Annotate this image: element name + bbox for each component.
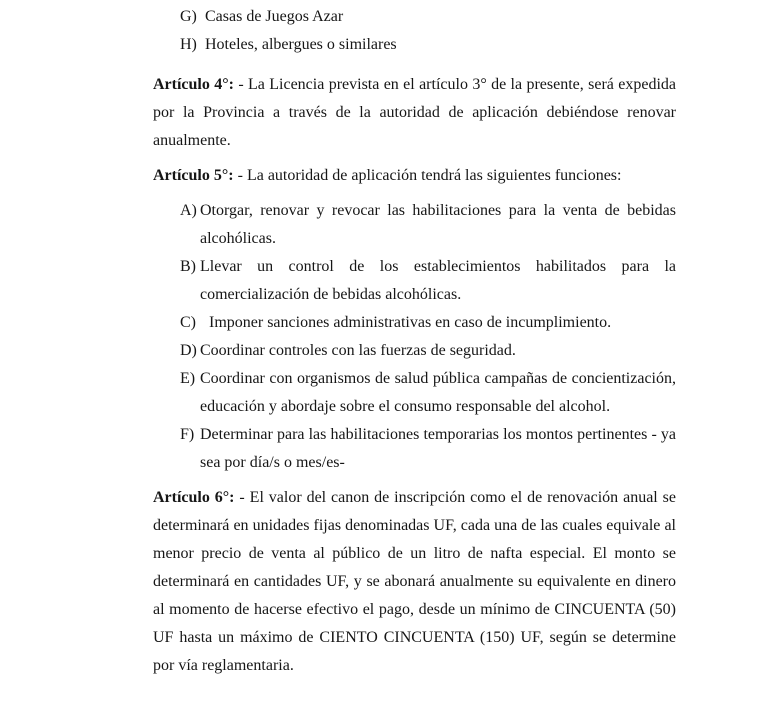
list-marker: C) xyxy=(180,314,196,331)
list-item-a xyxy=(153,197,676,253)
article-5-paragraph xyxy=(153,162,676,190)
list-item-c xyxy=(153,309,676,337)
list-item-text: Determinar para las habilitaciones temporarias los montos pertinentes - ya sea por día/s o mes/es- xyxy=(200,426,676,471)
article-4-label: Artículo 4°: xyxy=(153,76,234,93)
list-item-text: Llevar un control de los establecimientos habilitados para la comercialización de bebidas alcohólicas. xyxy=(200,258,676,303)
article-4-paragraph xyxy=(153,71,676,155)
list-item-text: Hoteles, albergues o similares xyxy=(205,36,397,53)
list-item-b xyxy=(153,253,676,309)
list-item-h xyxy=(153,31,676,59)
article-6-body: - El valor del canon de inscripción como el de renovación anual se determinará en unidades fijas denominadas UF, cada una de las cuales equivale al menor precio de venta al público de un litro de nafta especial. El monto se determinará en cantidades UF, y se abonará anualmente su equivalente en dinero al momento de hacerse efectivo el pago, desde un mínimo de CINCUENTA (50) UF hasta un máximo de CIENTO CINCUENTA (150) UF, según se determine por vía reglamentaria. xyxy=(153,489,676,674)
list-marker: G) xyxy=(180,8,197,25)
article-6-paragraph xyxy=(153,484,676,680)
list-marker: B) xyxy=(180,258,196,275)
article-4-body: - La Licencia prevista en el artículo 3° de la presente, será expedida por la Provincia a través de la autoridad de aplicación debiéndose renovar anualmente. xyxy=(153,76,676,149)
list-item-d xyxy=(153,337,676,365)
list-item-e xyxy=(153,365,676,421)
list-item-g xyxy=(153,3,676,31)
list-item-text: Casas de Juegos Azar xyxy=(205,8,344,25)
functions-list xyxy=(153,197,676,477)
article-5-label: Artículo 5°: xyxy=(153,167,234,184)
list-marker: F) xyxy=(180,426,195,443)
list-item-text: Otorgar, renovar y revocar las habilitaciones para la venta de bebidas alcohólicas. xyxy=(200,202,676,247)
enumeration-list-top xyxy=(153,3,676,59)
article-5-body: - La autoridad de aplicación tendrá las siguientes funciones: xyxy=(233,167,622,184)
list-marker: D) xyxy=(180,342,197,359)
list-item-text: Coordinar con organismos de salud pública campañas de concientización, educación y abordaje sobre el consumo responsable del alcohol. xyxy=(200,370,676,415)
article-6-label: Artículo 6°: xyxy=(153,489,235,506)
list-item-text: Imponer sanciones administrativas en caso de incumplimiento. xyxy=(209,314,612,331)
list-item-text: Coordinar controles con las fuerzas de seguridad. xyxy=(200,342,516,359)
list-marker: E) xyxy=(180,370,196,387)
list-item-f xyxy=(153,421,676,477)
list-marker: A) xyxy=(180,202,197,219)
list-marker: H) xyxy=(180,36,197,53)
